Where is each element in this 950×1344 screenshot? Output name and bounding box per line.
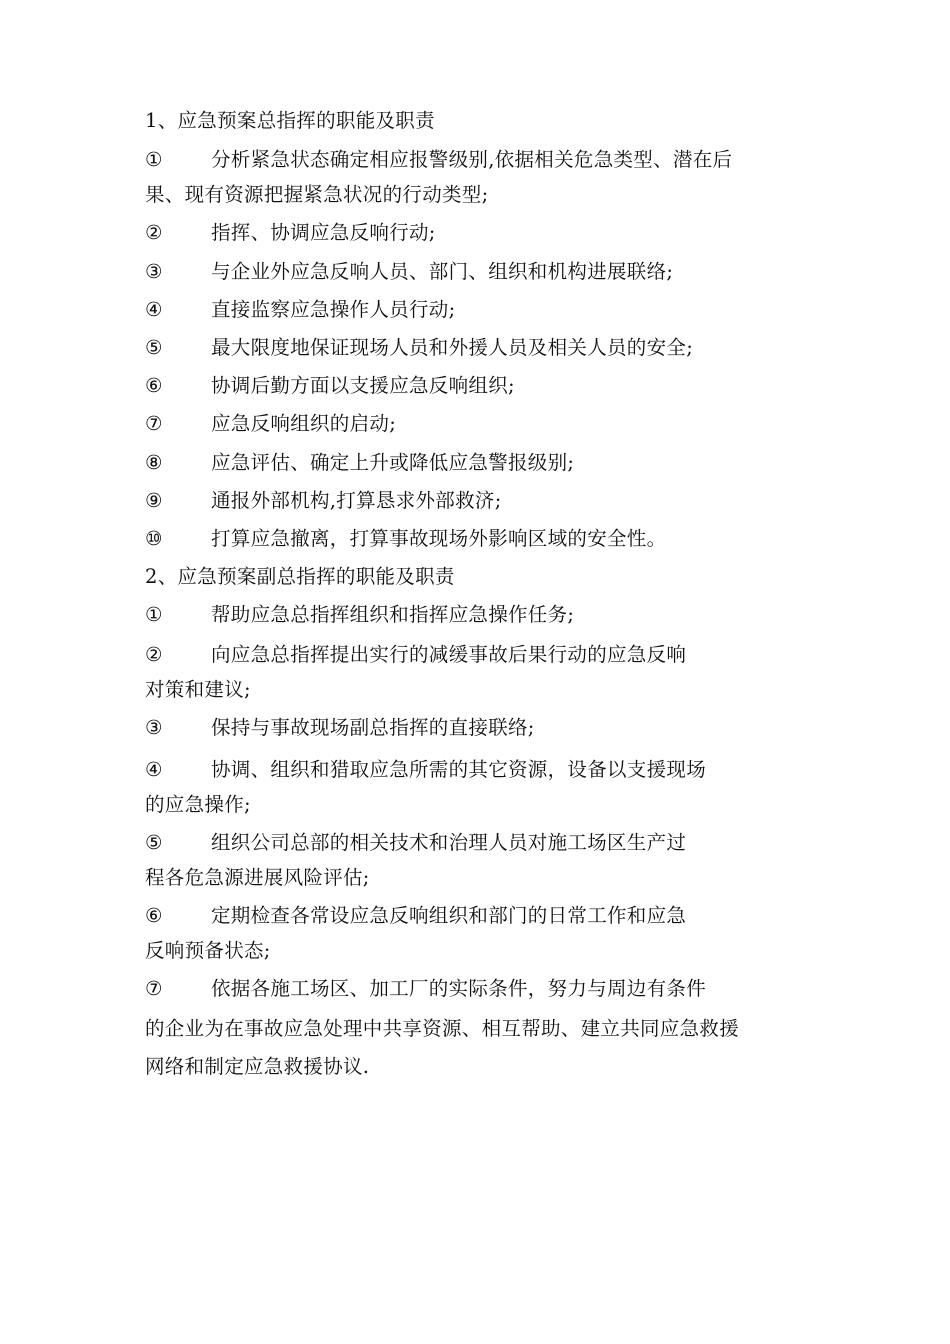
item-text: 保持与事故现场副总指挥的直接联络; [211, 716, 535, 739]
item-text: 打算应急撤离，打算事故现场外影响区域的安全性。 [211, 527, 667, 550]
list-item [145, 977, 706, 1001]
list-item [145, 643, 686, 667]
list-item [145, 831, 686, 855]
item-text: 组织公司总部的相关技术和治理人员对施工场区生产过 [211, 831, 687, 854]
list-item [145, 489, 502, 513]
item-text: 向应急总指挥提出实行的减缓事故后果行动的应急反响 [211, 643, 687, 666]
item-number: ⑦ [145, 977, 163, 1000]
item-continuation: 网络和制定应急救援协议. [145, 1055, 370, 1078]
item-continuation: 的应急操作; [145, 793, 251, 816]
list-item [145, 527, 666, 551]
list-item [145, 148, 732, 172]
item-number: ④ [145, 758, 163, 781]
list-item [145, 603, 574, 627]
item-text: 协调、组织和猎取应急所需的其它资源，设备以支援现场 [211, 758, 707, 781]
list-item [145, 221, 436, 245]
item-text: 分析紧急状态确定相应报警级别,依据相关危急类型、潜在后 [211, 148, 733, 171]
item-number: ⑤ [145, 336, 163, 359]
list-item [145, 374, 515, 398]
item-number: ③ [145, 716, 163, 739]
item-continuation: 的企业为在事故应急处理中共享资源、相互帮助、建立共同应急救援 [145, 1017, 740, 1040]
item-text: 指挥、协调应急反响行动; [211, 221, 436, 244]
list-item [145, 451, 574, 475]
item-number: ⑨ [145, 489, 163, 512]
item-number: ⑥ [145, 374, 163, 397]
item-number: ⑥ [145, 904, 163, 927]
section1-heading: 1、应急预案总指挥的职能及职责 [145, 109, 435, 132]
item-number: ⑦ [145, 412, 163, 435]
list-item [145, 412, 396, 436]
item-number: ⑤ [145, 831, 163, 854]
item-text: 定期检查各常设应急反响组织和部门的日常工作和应急 [211, 904, 687, 927]
item-continuation: 程各危急源进展风险评估; [145, 866, 370, 889]
item-text: 通报外部机构,打算恳求外部救济; [211, 489, 502, 512]
item-continuation: 果、现有资源把握紧急状况的行动类型; [145, 183, 489, 206]
item-text: 与企业外应急反响人员、部门、组织和机构进展联络; [211, 260, 674, 283]
list-item [145, 716, 535, 740]
list-item [145, 904, 686, 928]
item-number: ⑧ [145, 451, 163, 474]
item-number: ⑩ [145, 527, 163, 550]
item-text: 最大限度地保证现场人员和外援人员及相关人员的安全; [211, 336, 694, 359]
list-item [145, 336, 693, 360]
item-number: ③ [145, 260, 163, 283]
item-continuation: 反响预备状态; [145, 939, 271, 962]
item-text: 应急评估、确定上升或降低应急警报级别; [211, 451, 575, 474]
item-text: 应急反响组织的启动; [211, 412, 397, 435]
item-number: ④ [145, 298, 163, 321]
item-number: ② [145, 643, 163, 666]
item-number: ① [145, 603, 163, 626]
item-number: ② [145, 221, 163, 244]
item-text: 直接监察应急操作人员行动; [211, 298, 456, 321]
item-text: 帮助应急总指挥组织和指挥应急操作任务; [211, 603, 575, 626]
list-item [145, 758, 706, 782]
section2-heading: 2、应急预案副总指挥的职能及职责 [145, 565, 455, 588]
item-text: 协调后勤方面以支援应急反响组织; [211, 374, 515, 397]
item-number: ① [145, 148, 163, 171]
item-continuation: 对策和建议; [145, 678, 251, 701]
list-item [145, 298, 455, 322]
item-text: 依据各施工场区、加工厂的实际条件，努力与周边有条件 [211, 977, 707, 1000]
list-item [145, 260, 673, 284]
